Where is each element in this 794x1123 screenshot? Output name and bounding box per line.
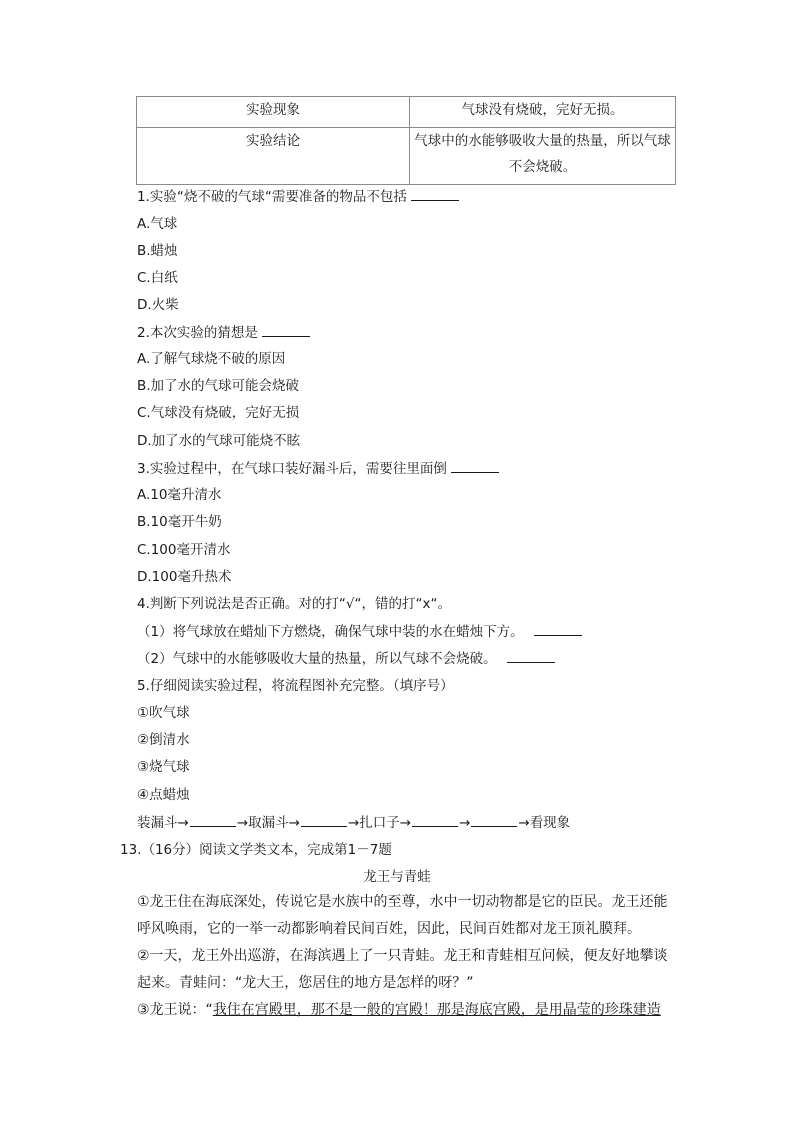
arrow-right-icon: →	[459, 815, 471, 831]
arrow-right-icon: →	[236, 815, 249, 831]
flow-step-start: 装漏斗	[137, 815, 178, 831]
arrow-right-icon: →	[399, 815, 412, 831]
option: D.加了水的气球可能烧不眩	[137, 433, 301, 449]
flow-blank[interactable]	[190, 812, 236, 827]
question-stem: 2.本次实验的猜想是	[137, 325, 258, 341]
table-cell-value-line: 不会烧破。	[508, 159, 577, 175]
underlined-sentence: 我住在宫殿里，那不是一般的宫殿！那是海底宫殿，是用晶莹的珍珠建造	[212, 1002, 661, 1018]
passage-text: ③龙王说：“	[137, 1002, 213, 1018]
option: B.10毫开牛奶	[137, 514, 222, 530]
option: C.100毫开清水	[137, 542, 231, 558]
question-3	[137, 458, 499, 479]
question-1	[137, 186, 459, 207]
option: A.了解气球烧不破的原因	[137, 351, 286, 367]
answer-blank[interactable]	[534, 621, 582, 636]
answer-blank[interactable]	[262, 322, 310, 337]
question-stem: 1.实验“烧不破的气球“需要准备的物品不包括	[137, 189, 407, 205]
option: A.10毫升清水	[137, 487, 222, 503]
judgement-item	[137, 648, 555, 669]
option: ③烧气球	[137, 759, 190, 775]
flow-blank[interactable]	[301, 812, 347, 827]
option: C.气球没有烧破，完好无损	[137, 405, 300, 421]
table-row	[137, 128, 676, 185]
arrow-right-icon: →	[347, 815, 360, 831]
question-stem: 3.实验过程中，在气球口装好漏斗后，需要往里面倒	[137, 461, 447, 477]
judgement-item	[137, 621, 582, 642]
passage-title: 龙王与青蛙	[363, 869, 431, 885]
question-13-header: 13.（16分）阅读文学类文本，完成第1－7题	[120, 842, 392, 858]
flow-blank[interactable]	[412, 812, 458, 827]
arrow-right-icon: →	[177, 815, 189, 831]
table-cell-label: 实验现象	[137, 97, 410, 128]
table-cell-value	[410, 128, 676, 185]
table-row	[137, 97, 676, 128]
option: B.蜡烛	[137, 243, 178, 259]
passage-line: 起来。青蛙问：“龙大王，您居住的地方是怎样的呀？”	[137, 975, 474, 991]
flow-blank[interactable]	[471, 812, 517, 827]
table-cell-value-line: 气球中的水能够吸收大量的热量，所以气球	[414, 133, 671, 149]
option: ②倒清水	[137, 732, 190, 748]
option: A.气球	[137, 216, 178, 232]
passage-line: ②一天，龙王外出巡游，在海滨遇上了一只青蛙。龙王和青蛙相互问候，便友好地攀谈	[137, 948, 668, 964]
passage-line	[137, 997, 677, 1024]
flow-step-end: 看现象	[529, 815, 571, 831]
table-cell-label: 实验结论	[137, 128, 410, 185]
judgement-text: （1）将气球放在蜡灿下方燃烧，确保气球中装的水在蜡烛下方。	[137, 624, 524, 640]
experiment-table	[136, 96, 676, 185]
arrow-right-icon: →	[518, 815, 530, 831]
option: ④点蜡烛	[137, 787, 190, 803]
passage-line: 呼风唤雨，它的一举一动都影响着民间百姓，因此，民间百姓都对龙王顶礼膜拜。	[137, 921, 641, 937]
flow-step-tie: 扎口子	[359, 815, 400, 831]
option: D.火柴	[137, 297, 179, 313]
question-2	[137, 322, 310, 343]
option: B.加了水的气球可能会烧破	[137, 378, 300, 394]
answer-blank[interactable]	[411, 186, 459, 201]
flow-chart	[137, 812, 570, 833]
arrow-right-icon: →	[288, 815, 300, 831]
question-5: 5.仔细阅读实验过程，将流程图补充完整。（填序号）	[137, 678, 454, 694]
answer-blank[interactable]	[507, 648, 555, 663]
judgement-text: （2）气球中的水能够吸收大量的热量，所以气球不会烧破。	[137, 651, 497, 667]
option: C.白纸	[137, 270, 178, 286]
flow-step-remove-funnel: 取漏斗	[248, 815, 289, 831]
answer-blank[interactable]	[451, 458, 499, 473]
passage	[137, 889, 677, 1024]
table-cell-value: 气球没有烧破，完好无损。	[410, 97, 676, 128]
option: D.100毫升热术	[137, 569, 232, 585]
passage-line: ①龙王住在海底深处，传说它是水族中的至尊，水中一切动物都是它的臣民。龙王还能	[137, 894, 668, 910]
option: ①吹气球	[137, 705, 190, 721]
question-4: 4.判断下列说法是否正确。对的打“√“，错的打“x“。	[137, 596, 451, 612]
